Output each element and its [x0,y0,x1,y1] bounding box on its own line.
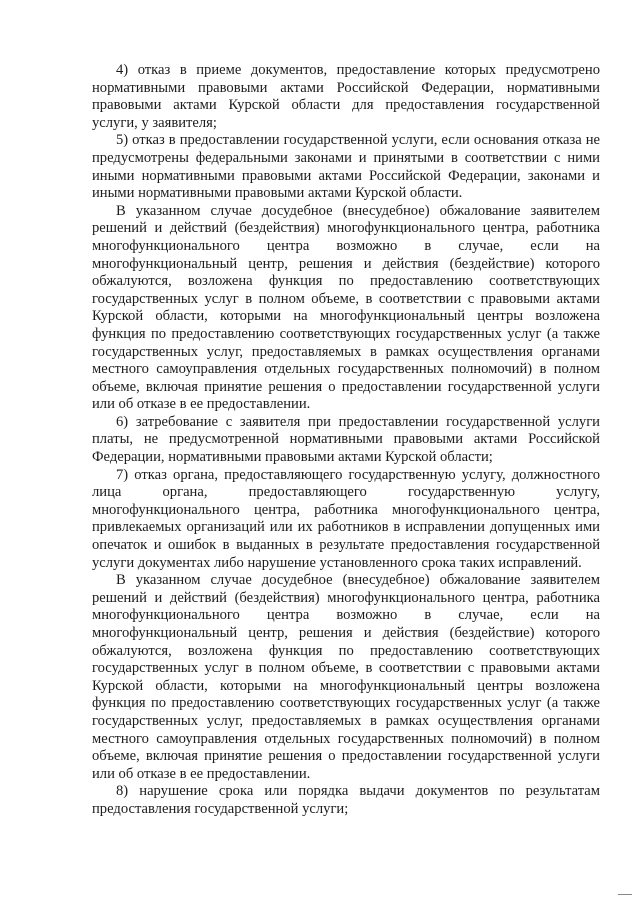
paragraph-appeal-note-1: В указанном случае досудебное (внесудебное) обжалование заявителем решений и действий (бездействия) многофункционального центра, работника многофункционального центра возможно в случае, если на многофункциональный центр, решения и действия (бездействие) которого обжалуются, возложена функция по предоставлению соответствующих государственных услуг в полном объеме, в соответствии с правовыми актами Курской области, которыми на многофункциональный центры возложена функция по предоставлению соответствующих государственных услуг (а также государственных услуг, предоставляемых в рамках осуществления органами местного самоуправления отдельных государственных полномочий) в полном объеме, включая принятие решения о предоставлении государственной услуги или об отказе в ее предоставлении. [92,202,600,413]
paragraph-appeal-note-2: В указанном случае досудебное (внесудебное) обжалование заявителем решений и действий (бездействия) многофункционального центра, работника многофункционального центра возможно в случае, если на многофункциональный центр, решения и действия (бездействие) которого обжалуются, возложена функция по предоставлению соответствующих государственных услуг в полном объеме, в соответствии с правовыми актами Курской области, которыми на многофункциональный центры возложена функция по предоставлению соответствующих государственных услуг (а также государственных услуг, предоставляемых в рамках осуществления органами местного самоуправления отдельных государственных полномочий) в полном объеме, включая принятие решения о предоставлении государственной услуги или об отказе в ее предоставлении. [92,572,600,782]
document-page [92,62,600,819]
paragraph-item-7: 7) отказ органа, предоставляющего государственную услугу, должностного лица органа, предоставляющего государственную услугу, многофункционального центра, работника многофункционального центра, привлекаемых организаций или их работников в исправлении допущенных ими опечаток и ошибок в выданных в результате предоставления государственной услуги документах либо нарушение установленного срока таких исправлений. [92,466,600,571]
paragraph-item-4: 4) отказ в приеме документов, предоставление которых предусмотрено нормативными правовыми актами Российской Федерации, нормативными правовыми актами Курской области для предоставления государственной услуги, у заявителя; [92,62,600,131]
paragraph-item-6: 6) затребование с заявителя при предоставлении государственной услуги платы, не предусмотренной нормативными правовыми актами Российской Федерации, нормативными правовыми актами Курской области; [92,413,600,466]
paragraph-item-8: 8) нарушение срока или порядка выдачи документов по результатам предоставления государственной услуги; [92,783,600,817]
scan-corner-mark [618,894,632,899]
paragraph-item-5: 5) отказ в предоставлении государственной услуги, если основания отказа не предусмотрены федеральными законами и принятыми в соответствии с ними иными нормативными правовыми актами Российской Федерации, законами и иными нормативными правовыми актами Курской области. [92,132,600,202]
